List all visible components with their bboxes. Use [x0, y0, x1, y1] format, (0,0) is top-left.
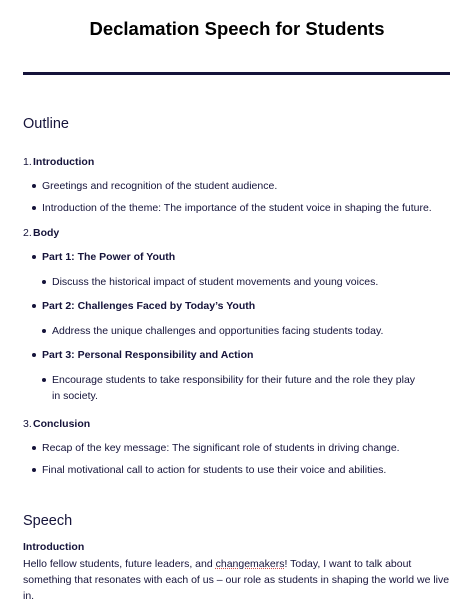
section-label-body: Body [33, 227, 60, 239]
section-label-introduction: Introduction [33, 156, 95, 168]
bullet-dot [42, 329, 46, 333]
list-item: Greetings and recognition of the student audience. [42, 180, 278, 192]
speech-intro-text-end: ! Today, I want to talk about something that resonates with each of us – our role as students in shaping the world we live in. [23, 558, 450, 602]
section-label-conclusion: Conclusion [33, 418, 91, 430]
document-title: Declamation Speech for Students [89, 18, 385, 39]
list-item: Encourage students to take responsibility for their future and the role they play in society. [52, 374, 416, 402]
list-item: Recap of the key message: The significant role of students in driving change. [42, 442, 400, 454]
bullet-dot [42, 280, 46, 284]
speech-intro-paragraph [23, 556, 453, 604]
section-number: 2. [23, 227, 32, 239]
speech-intro-text-start: Hello fellow students, future leaders, and [23, 558, 216, 570]
bullet-dot [32, 304, 36, 308]
speech-intro-label: Introduction [23, 541, 85, 553]
part-label: Part 3: Personal Responsibility and Action [42, 349, 254, 361]
speech-heading: Speech [23, 513, 73, 529]
bullet-dot [32, 255, 36, 259]
outline-heading: Outline [23, 116, 69, 132]
title-divider [23, 72, 450, 75]
bullet-dot [32, 446, 36, 450]
part-label: Part 2: Challenges Faced by Today’s Youth [42, 300, 256, 312]
list-item: Address the unique challenges and opportunities facing students today. [52, 325, 384, 337]
bullet-dot [32, 468, 36, 472]
section-number: 3. [23, 418, 32, 430]
bullet-dot [32, 184, 36, 188]
list-item: Final motivational call to action for students to use their voice and abilities. [42, 464, 387, 476]
spellcheck-word: changemakers [215, 558, 285, 570]
section-number: 1. [23, 156, 32, 168]
part-label: Part 1: The Power of Youth [42, 251, 176, 263]
list-item: Discuss the historical impact of student movements and young voices. [52, 276, 379, 288]
list-item: Introduction of the theme: The importance of the student voice in shaping the future. [42, 202, 432, 214]
bullet-dot [32, 353, 36, 357]
bullet-dot [32, 206, 36, 210]
bullet-dot [42, 378, 46, 382]
